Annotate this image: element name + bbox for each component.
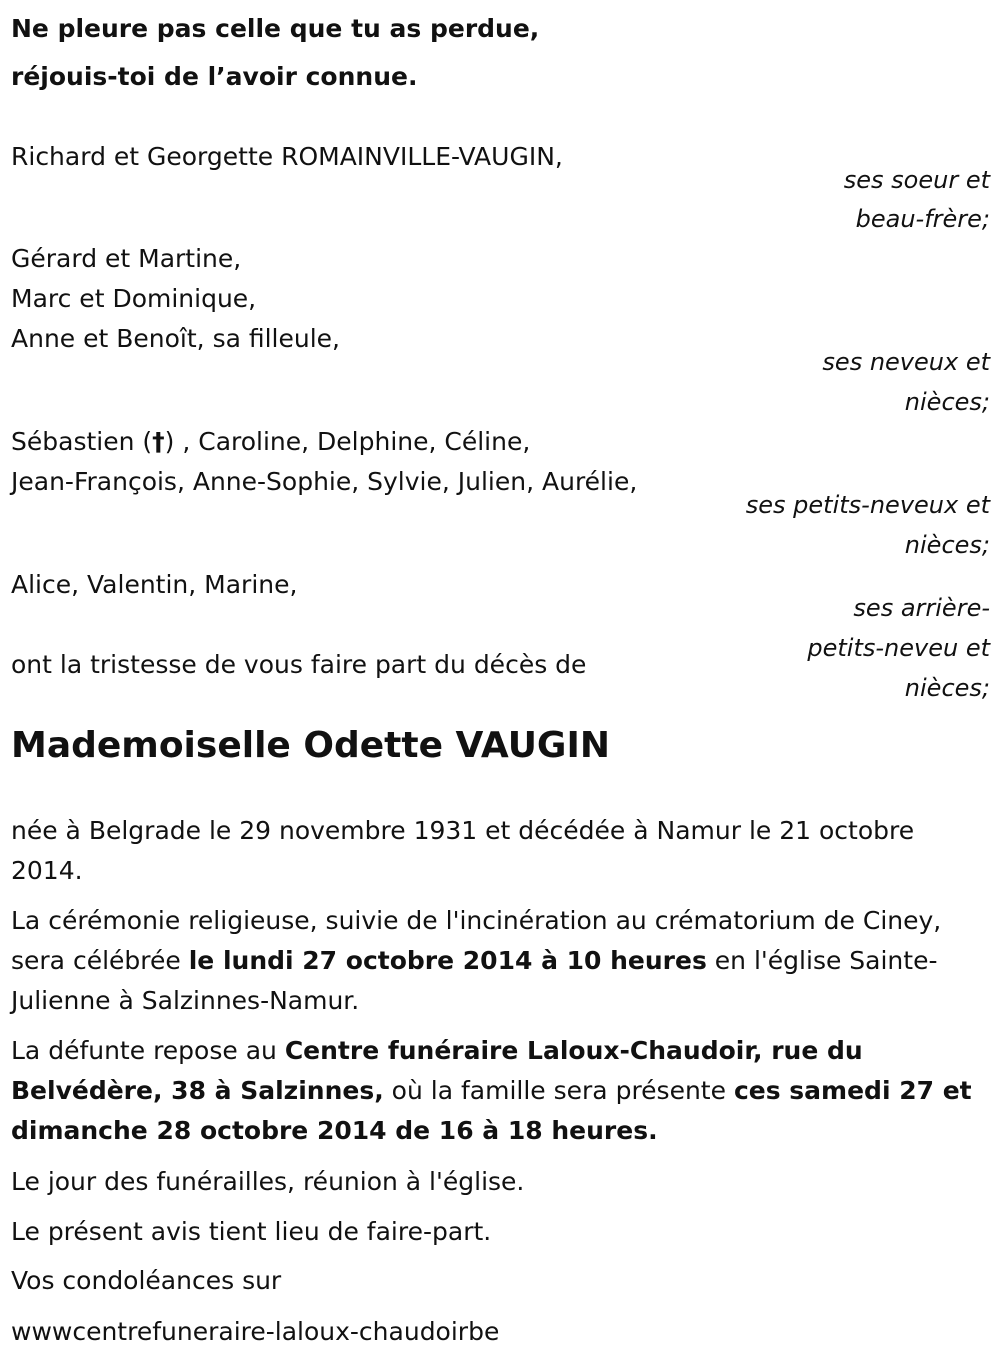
- greatgrandnephews-relation-line-2: petits-neveu et: [807, 634, 990, 662]
- grandnephews-line-2: Jean-François, Anne-Sophie, Sylvie, Julien, Aurélie,: [11, 467, 638, 496]
- siblings-relation-line-1: ses soeur et: [843, 166, 990, 194]
- nephews-line-2: Marc et Dominique,: [11, 284, 257, 313]
- condolences-website[interactable]: wwwcentrefuneraire-laloux-chaudoirbe: [11, 1317, 500, 1346]
- reunion-line: Le jour des funérailles, réunion à l'église.: [11, 1167, 525, 1196]
- epigraph-line-2: réjouis-toi de l’avoir connue.: [11, 62, 418, 91]
- greatgrandnephews-names: Alice, Valentin, Marine,: [11, 570, 298, 599]
- ceremony-paragraph: [11, 901, 986, 1021]
- cross-icon: †: [152, 427, 165, 456]
- nephews-line-3: Anne et Benoît, sa filleule,: [11, 324, 340, 353]
- condolences-line: Vos condoléances sur: [11, 1266, 282, 1295]
- grandnephews-line-1: [11, 429, 530, 454]
- announcement: ont la tristesse de vous faire part du décès de: [11, 650, 587, 679]
- siblings-relation-line-2: beau-frère;: [855, 205, 990, 233]
- deceased-name: Mademoiselle Odette VAUGIN: [11, 725, 610, 766]
- rest-text-mid: où la famille sera présente: [383, 1076, 734, 1105]
- funeral-center-address: Centre funéraire Laloux-Chaudoir, rue du Belvédère, 38 à Salzinnes,: [11, 1036, 863, 1105]
- nephews-relation-line-2: nièces;: [904, 388, 990, 416]
- birth-death-paragraph: née à Belgrade le 29 novembre 1931 et décédée à Namur le 21 octobre 2014.: [11, 816, 915, 885]
- ceremony-date: le lundi 27 octobre 2014 à 10 heures: [188, 946, 707, 975]
- ceremony-text-start: La cérémonie religieuse, suivie de l'incinération au crématorium de Ciney, sera célébrée: [11, 906, 942, 975]
- ceremony-text-end: en l'église Sainte-Julienne à Salzinnes-Namur.: [11, 946, 938, 1015]
- greatgrandnephews-relation-line-3: nièces;: [904, 674, 990, 702]
- siblings-names: Richard et Georgette ROMAINVILLE-VAUGIN,: [11, 142, 563, 171]
- visitation-dates: ces samedi 27 et dimanche 28 octobre 2014 de 16 à 18 heures.: [11, 1076, 972, 1145]
- nephews-line-1: Gérard et Martine,: [11, 244, 242, 273]
- rest-paragraph: [11, 1031, 986, 1151]
- grandnephews-line-1-start: Sébastien (: [11, 427, 153, 456]
- grandnephews-relation-line-1: ses petits-neveux et: [745, 491, 990, 519]
- grandnephews-line-1-end: ) , Caroline, Delphine, Céline,: [164, 427, 531, 456]
- grandnephews-relation-line-2: nièces;: [904, 531, 990, 559]
- rest-text-start: La défunte repose au: [11, 1036, 285, 1065]
- nephews-relation-line-1: ses neveux et: [822, 348, 990, 376]
- greatgrandnephews-relation-line-1: ses arrière-: [853, 594, 990, 622]
- epigraph-line-1: Ne pleure pas celle que tu as perdue,: [11, 14, 540, 43]
- notice-line: Le présent avis tient lieu de faire-part.: [11, 1217, 492, 1246]
